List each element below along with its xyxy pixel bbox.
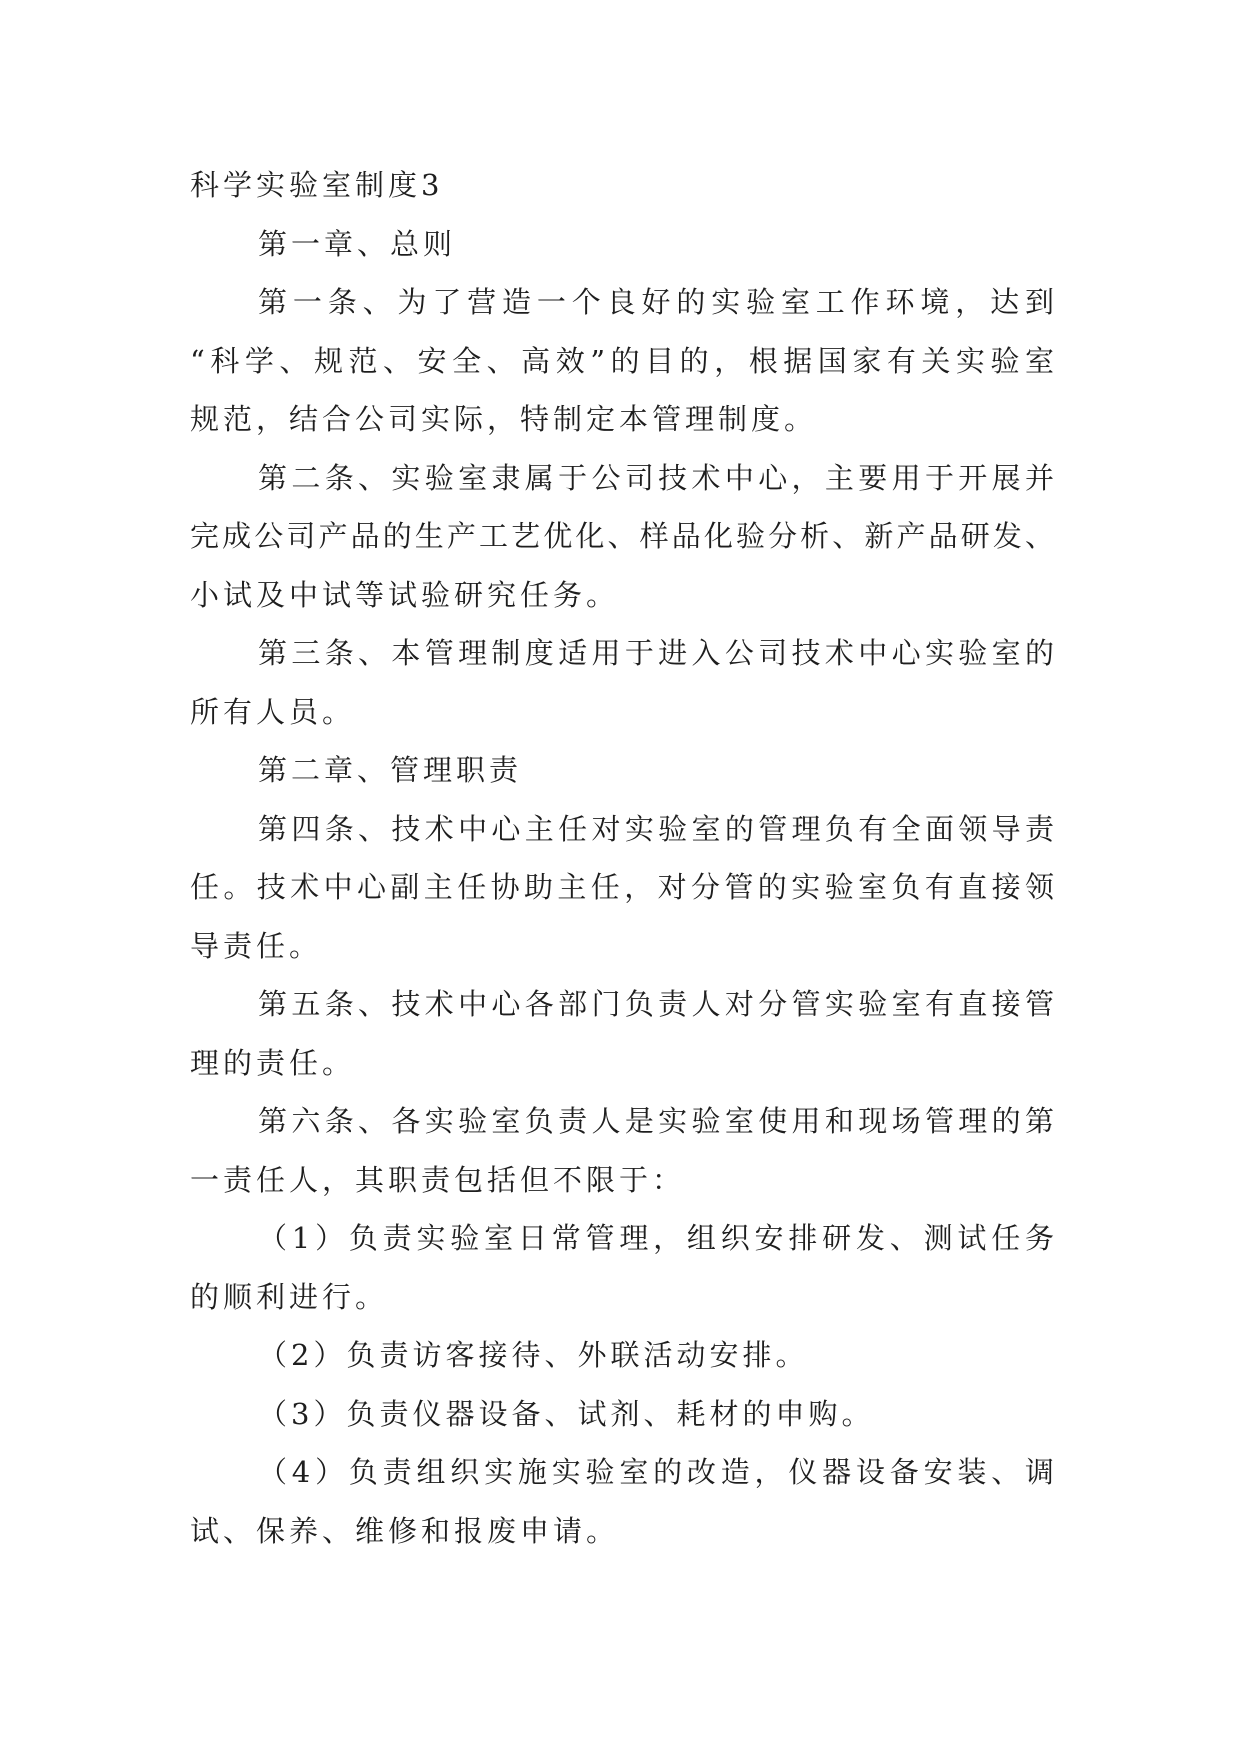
article-5-paragraph — [190, 975, 1056, 1092]
text-line: 第二条、实验室隶属于公司技术中心，主要用于开展并 — [258, 460, 1056, 495]
text-line: 第六条、各实验室负责人是实验室使用和现场管理的第 — [258, 1104, 1056, 1138]
text-line: “科学、规范、安全、高效”的目的，根据国家有关实验室 — [190, 343, 1056, 378]
article-6-paragraph — [190, 1092, 1056, 1209]
text-line: 第一条、为了营造一个良好的实验室工作环境，达到 — [258, 285, 1056, 319]
text-line: 任。技术中心副主任协助主任，对分管的实验室负有直接领 — [190, 870, 1056, 904]
text-line: 小试及中试等试验研究任务。 — [190, 577, 620, 612]
list-item-3 — [190, 1385, 1056, 1444]
text-line: 所有人员。 — [190, 694, 356, 729]
text-line: 一责任人，其职责包括但不限于： — [190, 1162, 686, 1197]
text-line: 第三条、本管理制度适用于进入公司技术中心实验室的 — [258, 636, 1056, 670]
article-2-paragraph — [190, 449, 1056, 625]
article-1-paragraph — [190, 273, 1056, 449]
text-line: 第四条、技术中心主任对实验室的管理负有全面领导责 — [258, 811, 1056, 846]
chapter-1-heading: 第一章、总则 — [258, 226, 457, 261]
list-item-1 — [190, 1209, 1056, 1326]
text-line: （2）负责访客接待、外联活动安排。 — [258, 1338, 809, 1372]
text-line: （3）负责仪器设备、试剂、耗材的申购。 — [258, 1396, 875, 1431]
text-line: 的顺利进行。 — [190, 1279, 389, 1314]
list-item-4 — [190, 1443, 1056, 1560]
article-3-paragraph — [190, 624, 1056, 741]
text-line: 理的责任。 — [190, 1045, 356, 1080]
text-line: 第五条、技术中心各部门负责人对分管实验室有直接管 — [258, 987, 1056, 1021]
text-line: 完成公司产品的生产工艺优化、样品化验分析、新产品研发、 — [190, 519, 1056, 553]
text-line: 导责任。 — [190, 928, 323, 963]
document-title: 科学实验室制度3 — [190, 168, 444, 202]
text-line: 试、保养、维修和报废申请。 — [190, 1513, 620, 1548]
chapter-2-heading: 第二章、管理职责 — [258, 753, 523, 787]
text-line: （4）负责组织实施实验室的改造，仪器设备安装、调 — [258, 1455, 1056, 1489]
article-4-paragraph — [190, 800, 1056, 976]
text-line: （1）负责实验室日常管理，组织安排研发、测试任务 — [258, 1221, 1056, 1255]
text-line: 规范，结合公司实际，特制定本管理制度。 — [190, 402, 818, 436]
list-item-2 — [190, 1326, 1056, 1385]
document-body — [190, 156, 1056, 1560]
